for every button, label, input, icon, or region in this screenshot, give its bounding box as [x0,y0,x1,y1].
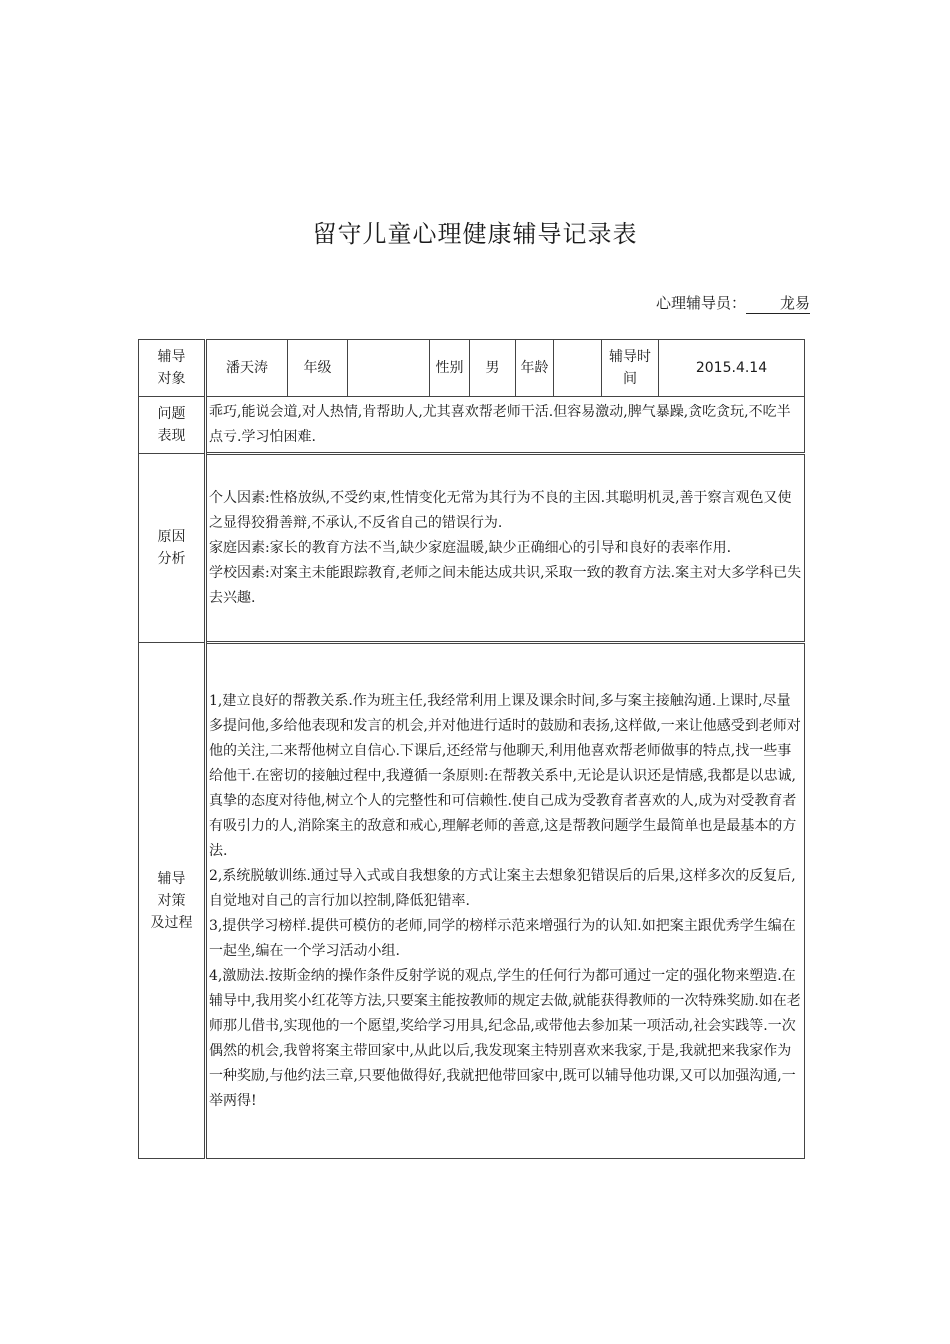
process-content [206,643,805,1159]
gender-label: 性别 [430,340,470,397]
problem-label-line-2: 表现 [157,428,186,444]
problem-label-line-1: 问题 [157,406,186,422]
page-title: 留守儿童心理健康辅导记录表 [312,220,638,248]
cause-label-cell [139,454,206,643]
time-value: 2015.4.14 [659,340,805,397]
cause-label-line-2: 分析 [157,551,186,567]
problem-row [139,397,805,454]
age-value [554,340,602,397]
process-row [139,643,805,1159]
age-label: 年龄 [516,340,554,397]
grade-label: 年级 [288,340,348,397]
process-label-line-3: 及过程 [150,914,193,931]
target-value: 潘天涛 [206,340,288,397]
time-label-line-1: 辅导时 [609,349,651,365]
info-row [139,340,805,397]
time-label-cell [602,340,659,397]
cause-paragraph-family: 家庭因素:家长的教育方法不当,缺少家庭温暖,缺少正确细心的引导和良好的表率作用. [209,539,732,556]
grade-value [348,340,430,397]
counselor-line [656,292,810,314]
target-label-cell [139,340,206,397]
process-label-line-2: 对策 [157,892,186,909]
process-paragraph-3: 3,提供学习榜样.提供可模仿的老师,同学的榜样示范来增强行为的认知.如把案主跟优秀学生编在一起坐,编在一个学习活动小组. [209,917,796,959]
cause-paragraph-school: 学校因素:对案主未能跟踪教育,老师之间未能达成共识,采取一致的教育方法.案主对大多学科已失去兴趣. [209,564,802,606]
record-table [138,339,805,1159]
gender-value: 男 [470,340,516,397]
process-paragraph-1: 1,建立良好的帮教关系.作为班主任,我经常利用上课及课余时间,多与案主接触沟通.上课时,尽量多提问他,多给他表现和发言的机会,并对他进行适时的鼓励和表扬,这样做,一来让他感受到老师对他的关注,二来帮他树立自信心.下课后,还经常与他聊天,利用他喜欢帮老师做事的特点,找一些事给他干.在密切的接触过程中,我遵循一条原则:在帮教关系中,无论是认识还是情感,我都是以忠诚,真挚的态度对待他,树立个人的完整性和可信赖性.使自己成为受教育者喜欢的人,成为对受教育者有吸引力的人,消除案主的敌意和戒心,理解老师的善意,这是帮教问题学生最简单也是最基本的方法. [209,692,801,859]
time-label-line-2: 间 [623,371,637,387]
problem-label-cell [139,397,206,454]
process-label-cell [139,643,206,1159]
process-label-line-1: 辅导 [157,870,186,887]
cause-label-line-1: 原因 [157,529,186,545]
process-paragraph-4: 4,激励法.按斯金纳的操作条件反射学说的观点,学生的任何行为都可通过一定的强化物来塑造.在辅导中,我用奖小红花等方法,只要案主能按教师的规定去做,就能获得教师的一次特殊奖励.如在老师那儿借书,实现他的一个愿望,奖给学习用具,纪念品,或带他去参加某一项活动,社会实践等.一次偶然的机会,我曾将案主带回家中,从此以后,我发现案主特别喜欢来我家,于是,我就把来我家作为一种奖励,与他约法三章,只要他做得好,我就把他带回家中,既可以辅导他功课,又可以加强沟通,一举两得! [209,967,801,1109]
counselor-name: 龙易 [746,292,810,314]
cause-paragraph-personal: 个人因素:性格放纵,不受约束,性情变化无常为其行为不良的主因.其聪明机灵,善于察言观色又使之显得狡猾善辩,不承认,不反省自己的错误行为. [209,489,792,531]
counselor-label: 心理辅导员： [655,294,746,312]
problem-text: 乖巧,能说会道,对人热情,肯帮助人,尤其喜欢帮老师干活.但容易激动,脾气暴躁,贪吃贪玩,不吃半点亏.学习怕困难. [206,397,805,454]
process-paragraph-2: 2,系统脱敏训练.通过导入式或自我想象的方式让案主去想象犯错误后的后果,这样多次的反复后,自觉地对自己的言行加以控制,降低犯错率. [209,867,796,909]
cause-row [139,454,805,643]
target-label-line-2: 对象 [157,371,186,387]
target-label-line-1: 辅导 [157,349,186,365]
cause-content [206,454,805,643]
